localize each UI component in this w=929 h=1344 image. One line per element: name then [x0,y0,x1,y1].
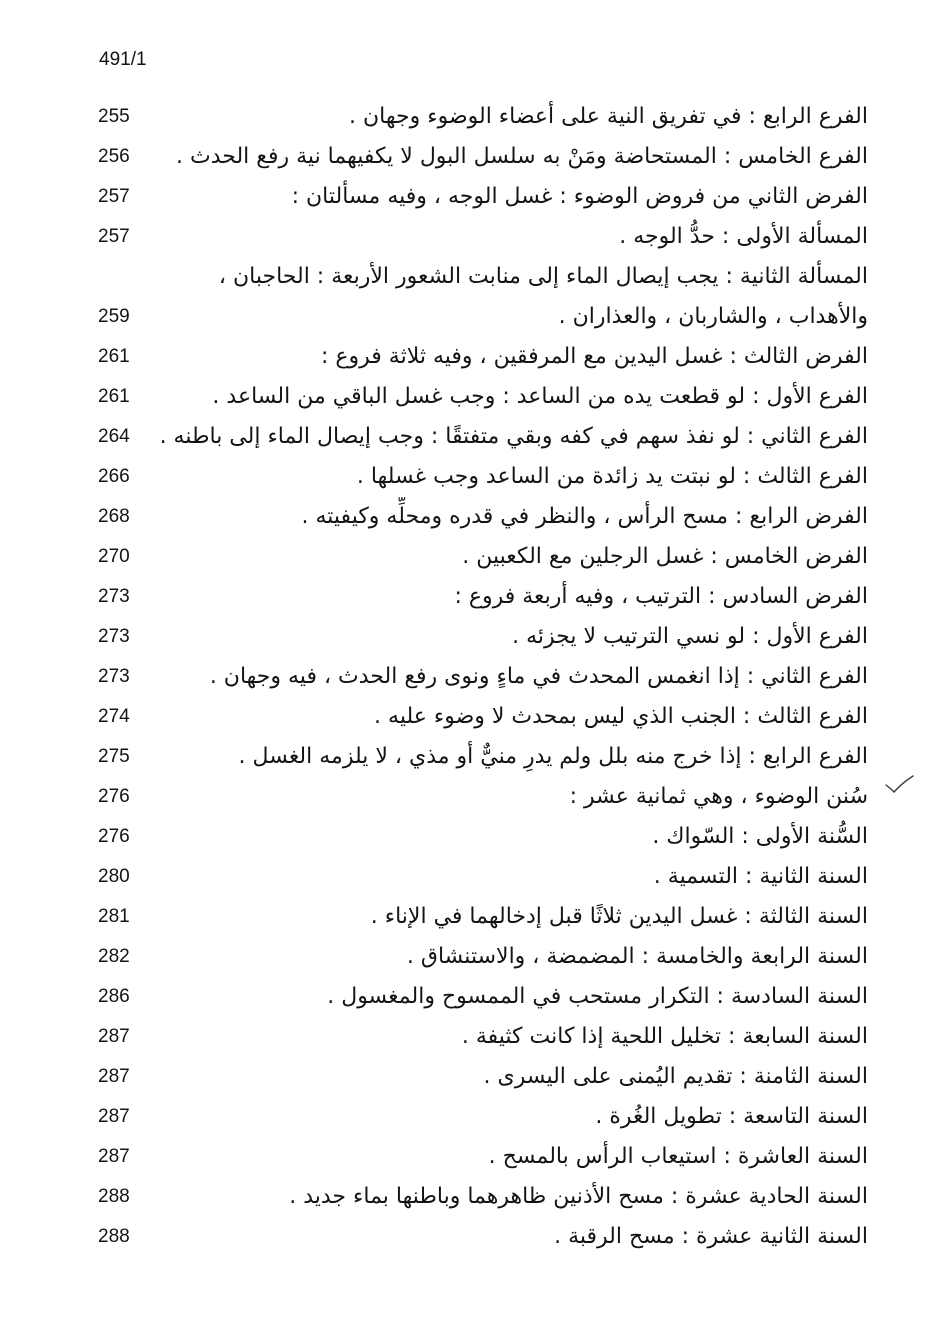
toc-entry-page: 288 [98,1186,130,1207]
page-header-number: 491/1 [99,49,147,70]
toc-entry [96,457,868,497]
toc-entry-title: الفرع الأول : لو نسي الترتيب لا يجزئه . [512,624,868,649]
toc-entry-title: المسألة الأولى : حدُّ الوجه . [619,224,868,249]
toc-entry-page: 281 [98,906,130,927]
toc-entry-page: 275 [98,746,130,767]
toc-entry-title: السنة السابعة : تخليل اللحية إذا كانت كثيفة . [461,1024,868,1049]
toc-entry [96,257,868,297]
toc-entry-page: 261 [98,346,130,367]
toc-entry [96,617,868,657]
toc-entry-page: 266 [98,466,130,487]
toc-entry-title: الفرض الثالث : غسل اليدين مع المرفقين ، وفيه ثلاثة فروع : [320,344,868,369]
toc-entry-title: الفرع الرابع : في تفريق النية على أعضاء الوضوء وجهان . [349,104,868,129]
toc-entry [96,777,868,817]
toc-entry-page: 274 [98,706,130,727]
toc-entry-title: الفرع الرابع : إذا خرج منه بلل ولم يدرِ منيٌّ أو مذي ، لا يلزمه الغسل . [238,744,868,769]
toc-entry-title: الفرع الثاني : لو نفذ سهم في كفه وبقي متفتقًا : وجب إيصال الماء إلى باطنه . [160,424,868,449]
toc-entry-page: 268 [98,506,130,527]
toc-entry-page: 259 [98,306,130,327]
toc-entry-page: 287 [98,1146,130,1167]
toc-entry-title: والأهداب ، والشاربان ، والعذاران . [558,304,868,329]
toc-entry [96,1097,868,1137]
toc-entry-title: السنة العاشرة : استيعاب الرأس بالمسح . [488,1144,868,1169]
toc-entry-page: 255 [98,106,130,127]
toc-entry-page: 256 [98,146,130,167]
toc-entry [96,417,868,457]
toc-entry-page: 261 [98,386,130,407]
toc-entry [96,1057,868,1097]
toc-entry-title: السنة السادسة : التكرار مستحب في الممسوح والمغسول . [327,984,868,1009]
toc-entry-title: الفرع الأول : لو قطعت يده من الساعد : وجب غسل الباقي من الساعد . [212,384,868,409]
toc-entry [96,1017,868,1057]
toc-entry [96,697,868,737]
toc-entry [96,497,868,537]
toc-entry-title: المسألة الثانية : يجب إيصال الماء إلى منابت الشعور الأربعة : الحاجبان ، [218,264,868,289]
toc-entry [96,937,868,977]
toc-entry [96,657,868,697]
toc-entry-page: 270 [98,546,130,567]
toc-entry-page: 257 [98,226,130,247]
toc-entry-title: السنة الثامنة : تقديم اليُمنى على اليسرى . [483,1064,868,1089]
toc-entry-title: السنة التاسعة : تطويل الغُرة . [595,1104,868,1129]
toc-entry [96,817,868,857]
handwritten-tick-mark-icon [880,770,920,800]
toc-entry [96,977,868,1017]
toc-entry-page: 276 [98,826,130,847]
toc-entry-title: الفرع الثالث : لو نبتت يد زائدة من الساعد وجب غسلها . [356,464,868,489]
toc-entry-title: الفرض السادس : الترتيب ، وفيه أربعة فروع : [454,584,868,609]
toc-entry [96,577,868,617]
toc-entry [96,1137,868,1177]
toc-entry-page: 276 [98,786,130,807]
toc-entry [96,177,868,217]
toc-entry-title: سُنن الوضوء ، وهي ثمانية عشر : [569,784,868,809]
toc-entry-page: 280 [98,866,130,887]
toc-entry-title: الفرع الثالث : الجنب الذي ليس بمحدث لا وضوء عليه . [374,704,868,729]
toc-entry-page: 288 [98,1226,130,1247]
toc-entry-title: الفرع الثاني : إذا انغمس المحدث في ماءٍ ونوى رفع الحدث ، فيه وجهان . [209,664,868,689]
toc-entry-title: الفرع الخامس : المستحاضة ومَنْ به سلسل البول لا يكفيهما نية رفع الحدث . [176,144,868,169]
toc-entry-page: 273 [98,586,130,607]
toc-entry [96,377,868,417]
toc-entry [96,897,868,937]
toc-entry-title: الفرض الثاني من فروض الوضوء : غسل الوجه ، وفيه مسألتان : [291,184,868,209]
toc-entry-title: السنة الثالثة : غسل اليدين ثلاثًا قبل إدخالهما في الإناء . [370,904,868,929]
toc-entry [96,297,868,337]
toc-entry-page: 287 [98,1106,130,1127]
toc-entry [96,1177,868,1217]
toc-entry-page: 273 [98,626,130,647]
toc-entry-page: 287 [98,1026,130,1047]
toc-entry-page: 257 [98,186,130,207]
toc-entry [96,217,868,257]
toc-entry [96,1217,868,1257]
toc-entry-title: السنة الثانية : التسمية . [653,864,868,889]
toc-entry [96,537,868,577]
toc-entry-title: السنة الحادية عشرة : مسح الأذنين ظاهرهما وباطنها بماء جديد . [289,1184,868,1209]
toc-entry-page: 286 [98,986,130,1007]
toc-entry-page: 282 [98,946,130,967]
toc-entry-page: 273 [98,666,130,687]
toc-entry-page: 287 [98,1066,130,1087]
toc-entry [96,137,868,177]
toc-entry-page: 264 [98,426,130,447]
toc-entry-title: السنة الثانية عشرة : مسح الرقبة . [554,1224,868,1249]
toc-entry [96,857,868,897]
toc-entry-title: السُّنة الأولى : السّواك . [652,824,868,849]
toc-entry-title: السنة الرابعة والخامسة : المضمضة ، والاستنشاق . [406,944,868,969]
toc-entry [96,337,868,377]
toc-entry-title: الفرض الرابع : مسح الرأس ، والنظر في قدره ومحلِّه وكيفيته . [301,504,868,529]
toc-entry-title: الفرض الخامس : غسل الرجلين مع الكعبين . [462,544,868,569]
toc-entry [96,737,868,777]
toc-entry [96,97,868,137]
